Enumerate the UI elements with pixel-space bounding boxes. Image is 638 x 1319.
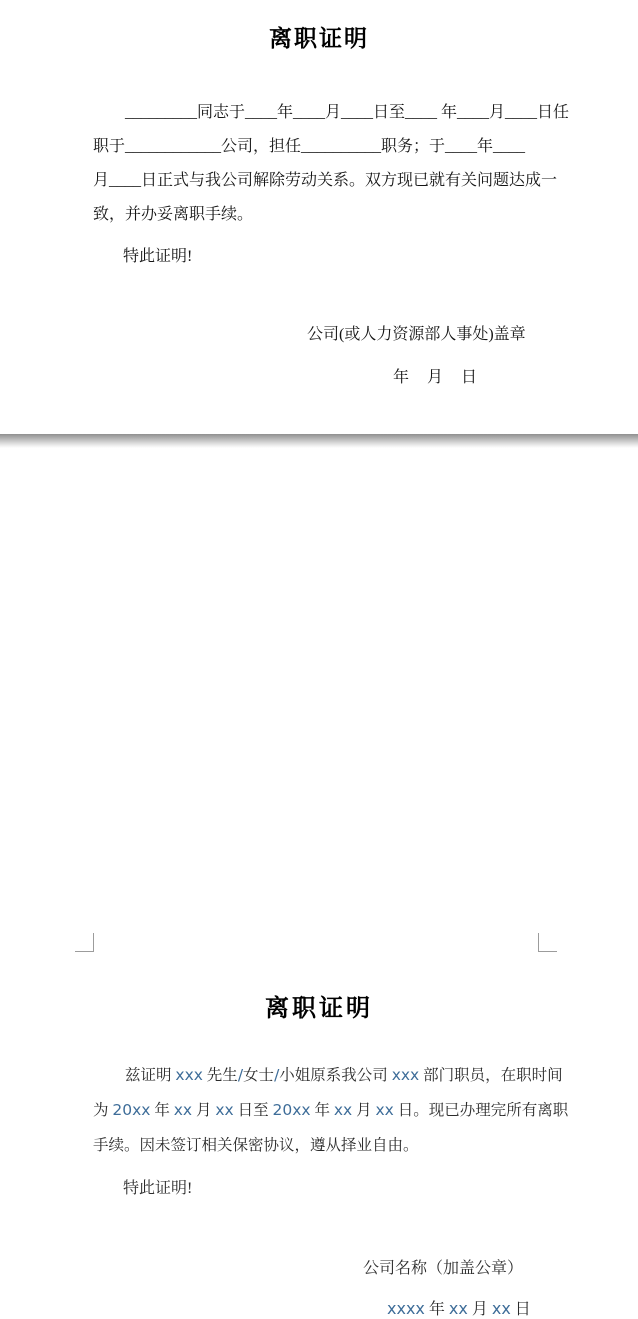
page1-closing: 特此证明!: [123, 248, 193, 265]
page1-title: 离职证明: [269, 26, 369, 51]
page2-seal-line: 公司名称（加盖公章）: [363, 1260, 524, 1277]
page-2[interactable]: [0, 448, 638, 1318]
page1-date-line: 年 月 日: [393, 369, 479, 386]
margin-crop-mark-left: [75, 933, 94, 952]
page1-body-line-2: 职于____________公司，担任__________职务；于____年____: [93, 138, 526, 155]
page2-body-line-2: 为 20xx 年 xx 月 xx 日至 20xx 年 xx 月 xx 日。现已办理完所有离职: [93, 1101, 569, 1119]
margin-crop-mark-right: [538, 933, 557, 952]
page1-body-line-1: _________同志于____年____月____日至____ 年____月____日任: [125, 104, 570, 121]
page2-title: 离职证明: [265, 996, 373, 1022]
page2-body-line-1: 兹证明 xxx 先生/女士/小姐原系我公司 xxx 部门职员，在职时间: [125, 1066, 563, 1084]
page1-body-line-3: 月____日正式与我公司解除劳动关系。双方现已就有关问题达成一: [93, 172, 558, 189]
page-break-separator: [0, 434, 638, 448]
page2-date-line: xxxx 年 xx 月 xx 日: [387, 1299, 531, 1318]
page1-body: [93, 96, 570, 232]
page-1[interactable]: [0, 0, 638, 434]
page1-body-line-4: 致，并办妥离职手续。: [93, 206, 254, 223]
page2-body: [93, 1058, 569, 1163]
page2-body-line-3: 手续。因未签订相关保密协议，遵从择业自由。: [93, 1137, 419, 1154]
page1-seal-line: 公司(或人力资源部人事处)盖章: [307, 326, 526, 343]
page2-closing: 特此证明!: [123, 1180, 193, 1197]
